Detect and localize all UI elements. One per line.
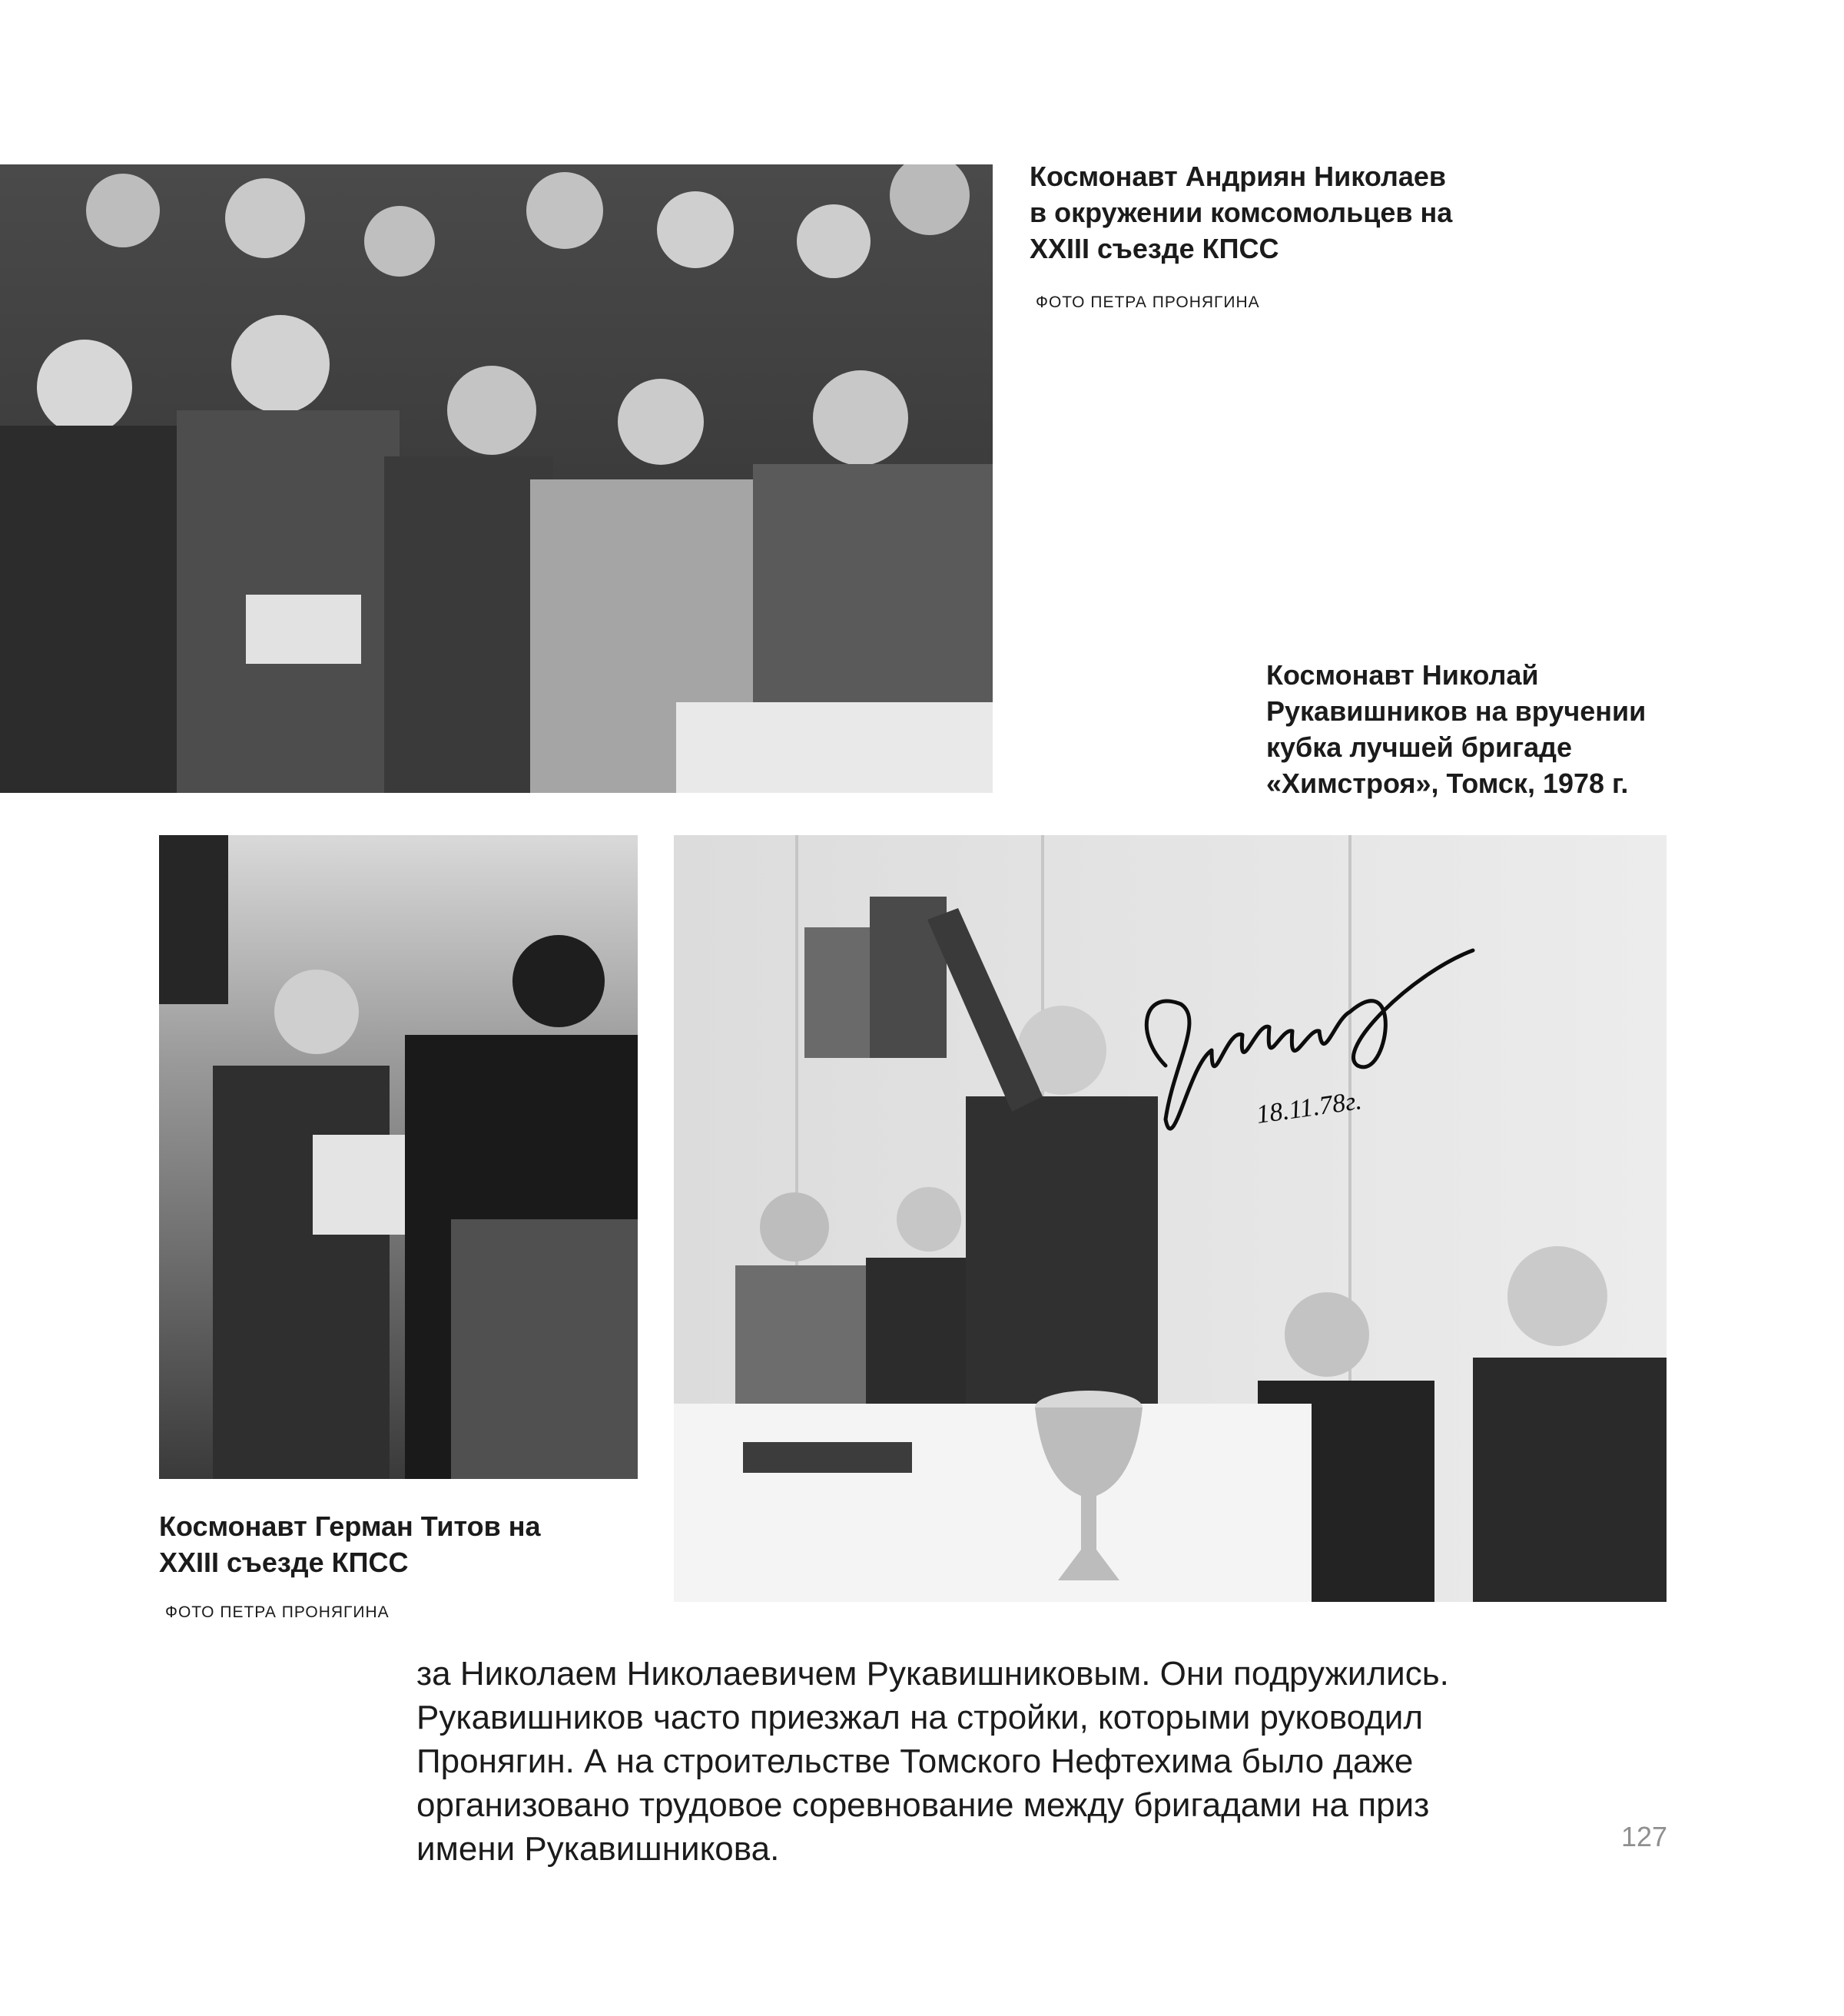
photo-rukavishnikov-award-image: [674, 835, 1667, 1602]
caption-nikolaev: [1030, 158, 1452, 267]
photo-rukavishnikov-award: [674, 835, 1667, 1602]
body-line: организовано трудовое соревнование между бригадами на приз: [416, 1786, 1430, 1824]
photo-credit: ФОТО ПЕТРА ПРОНЯГИНА: [165, 1603, 390, 1621]
caption-line: XXIII съезде КПСС: [159, 1547, 409, 1578]
caption-line: Космонавт Андриян Николаев: [1030, 161, 1446, 192]
body-line: за Николаем Николаевичем Рукавишниковым. Они подружились.: [416, 1655, 1449, 1693]
caption-line: кубка лучшей бригаде: [1266, 731, 1573, 763]
caption-line: «Химстроя», Томск, 1978 г.: [1266, 768, 1629, 799]
body-line: Пронягин. А на строительстве Томского Нефтехима было даже: [416, 1742, 1414, 1780]
photo-titov-image: [159, 835, 638, 1479]
photo-nikolaev-group-image: [0, 164, 993, 793]
body-line: имени Рукавишникова.: [416, 1830, 780, 1868]
photo-titov: [159, 835, 638, 1479]
photo-nikolaev-group: [0, 164, 993, 793]
caption-line: XXIII съезде КПСС: [1030, 233, 1279, 264]
caption-titov: [159, 1508, 541, 1580]
caption-line: Космонавт Герман Титов на: [159, 1510, 541, 1542]
body-paragraph: [416, 1652, 1684, 1871]
caption-rukavishnikov: [1266, 657, 1646, 801]
caption-line: Космонавт Николай: [1266, 659, 1539, 691]
autograph-date: 18.11.78г.: [1254, 1086, 1364, 1129]
page-number: 127: [1621, 1821, 1668, 1852]
body-line: Рукавишников часто приезжал на стройки, которыми руководил: [416, 1699, 1424, 1736]
caption-line: Рукавишников на вручении: [1266, 695, 1647, 727]
caption-line: в окружении комсомольцев на: [1030, 197, 1453, 228]
photo-credit: ФОТО ПЕТРА ПРОНЯГИНА: [1036, 293, 1260, 311]
